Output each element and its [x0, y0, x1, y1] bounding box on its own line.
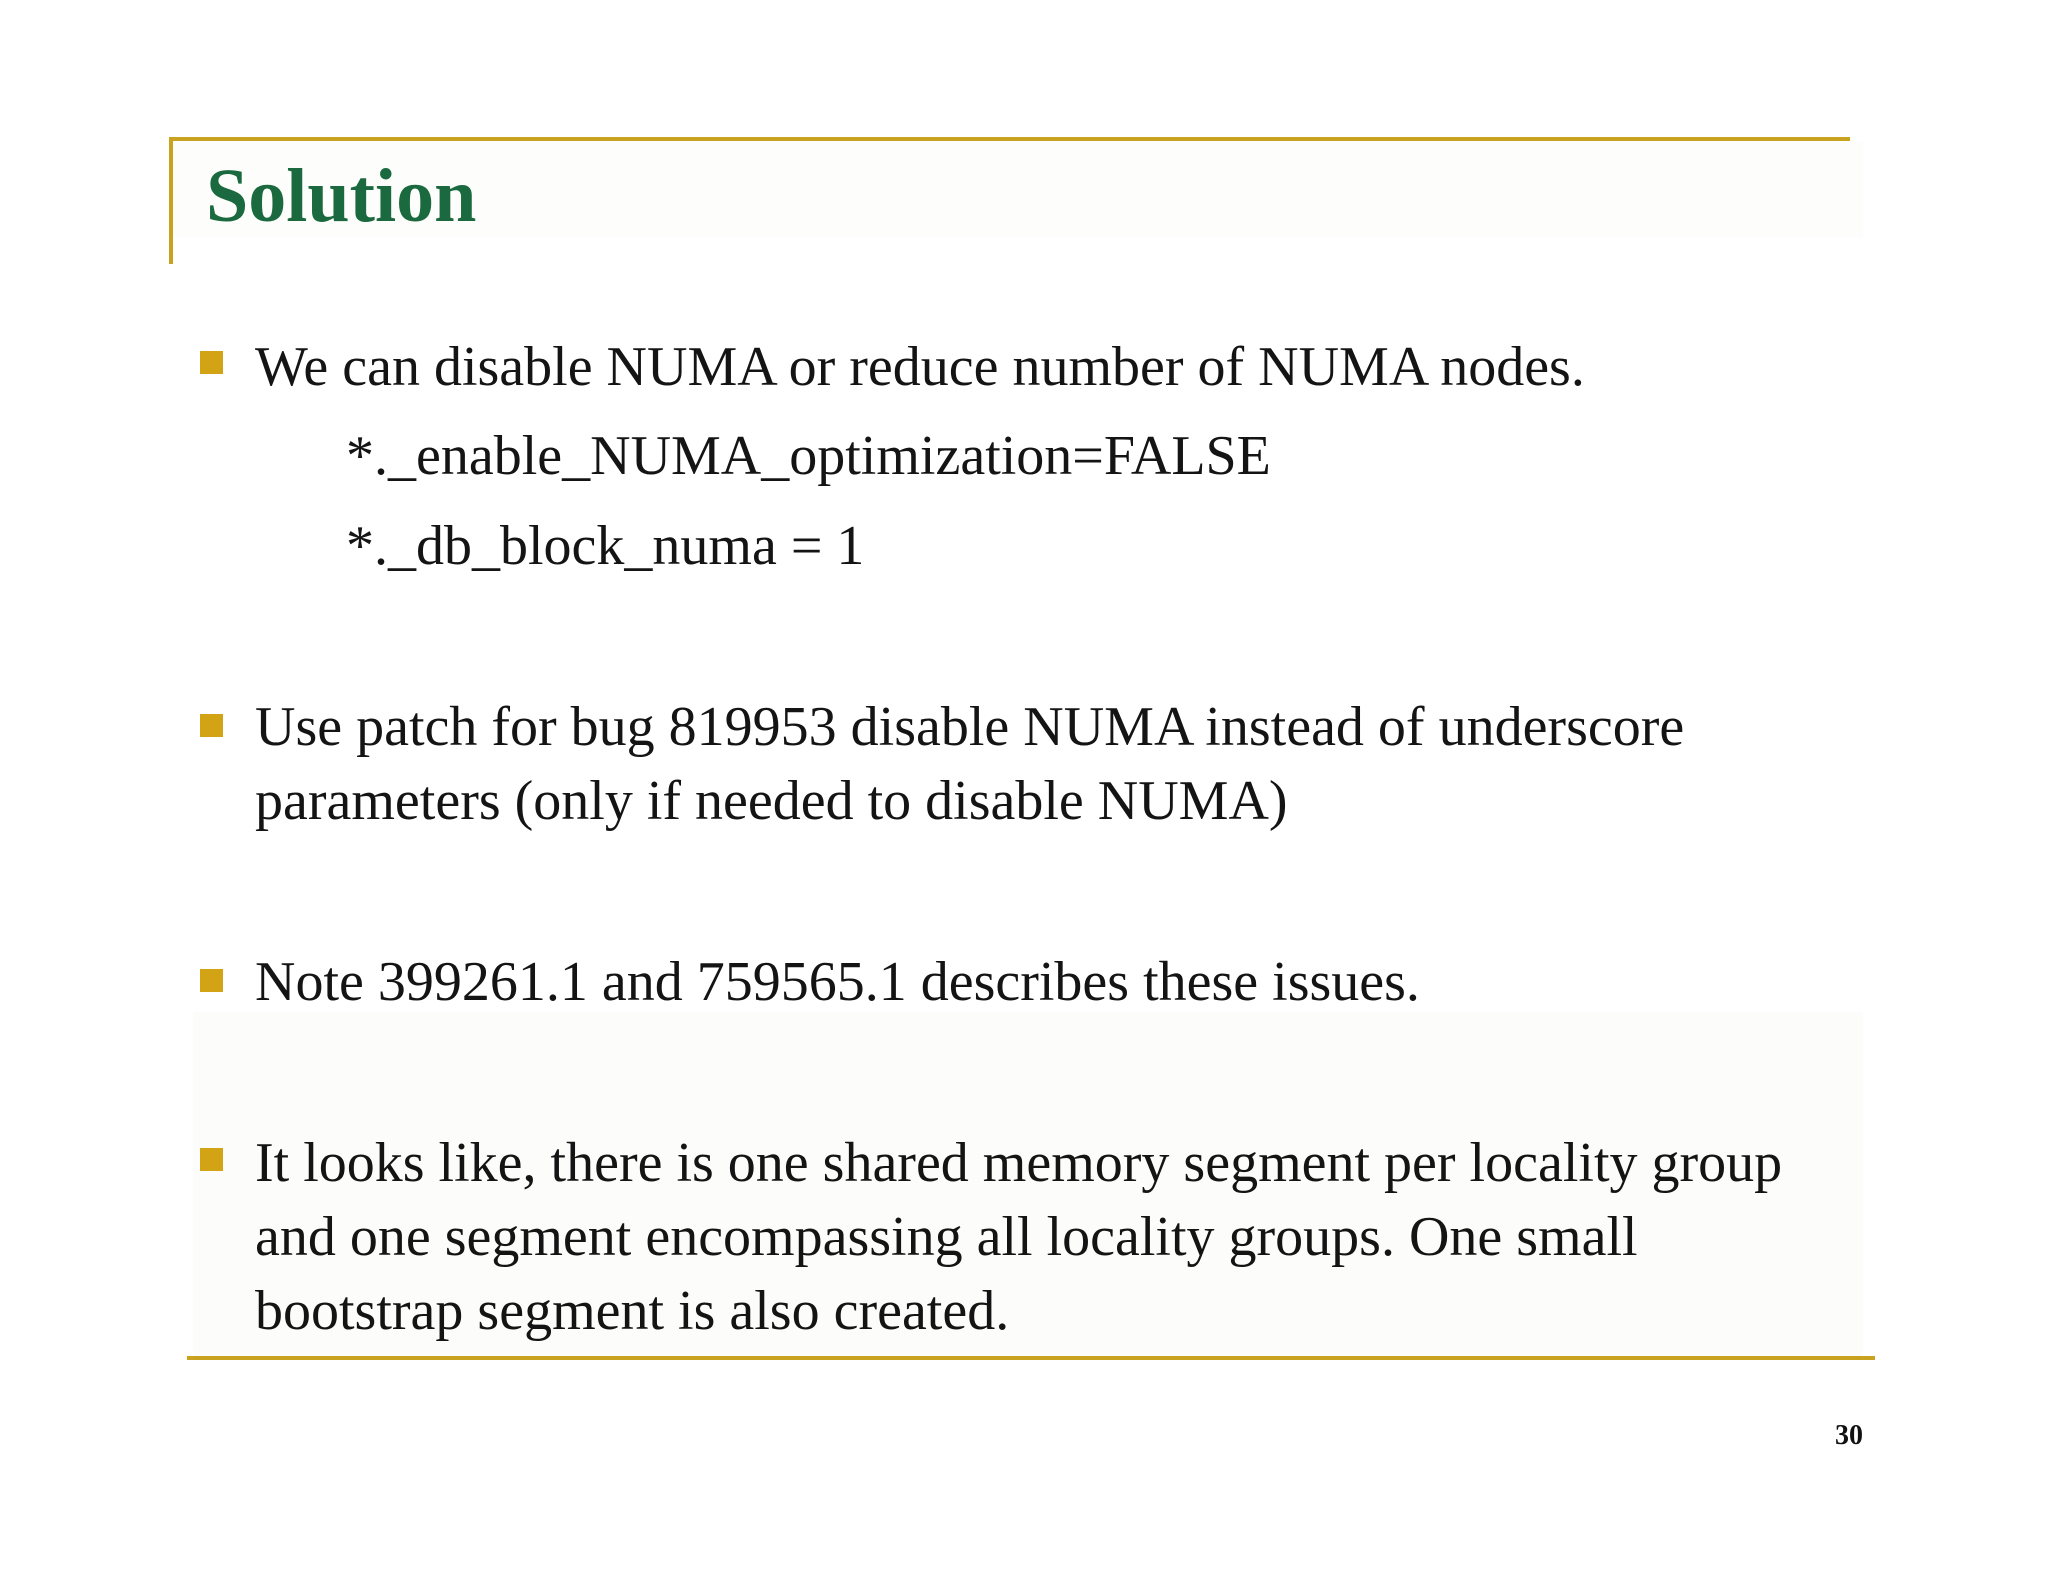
bullet-text: Note 399261.1 and 759565.1 describes these issues.: [255, 951, 1420, 1013]
bullet-text: We can disable NUMA or reduce number of NUMA nodes.: [255, 336, 1585, 398]
square-bullet-icon: [200, 1148, 223, 1171]
slide-title: Solution: [206, 154, 477, 238]
page-number: 30: [1835, 1420, 1863, 1451]
square-bullet-icon: [200, 969, 223, 992]
code-line: *._db_block_numa = 1: [346, 515, 865, 577]
code-line: *._enable_NUMA_optimization=FALSE: [346, 425, 1271, 487]
square-bullet-icon: [200, 351, 223, 374]
title-top-rule: [169, 137, 1850, 141]
title-left-rule: [169, 137, 173, 264]
bullet-text: Use patch for bug 819953 disable NUMA instead of underscore parameters (only if needed to disable NUMA): [255, 696, 1685, 832]
bottom-rule: [187, 1356, 1875, 1360]
square-bullet-icon: [200, 714, 223, 737]
bullet-text: It looks like, there is one shared memory segment per locality group and one segment encompassing all locality groups. One small bootstrap segment is also created.: [255, 1132, 1783, 1342]
